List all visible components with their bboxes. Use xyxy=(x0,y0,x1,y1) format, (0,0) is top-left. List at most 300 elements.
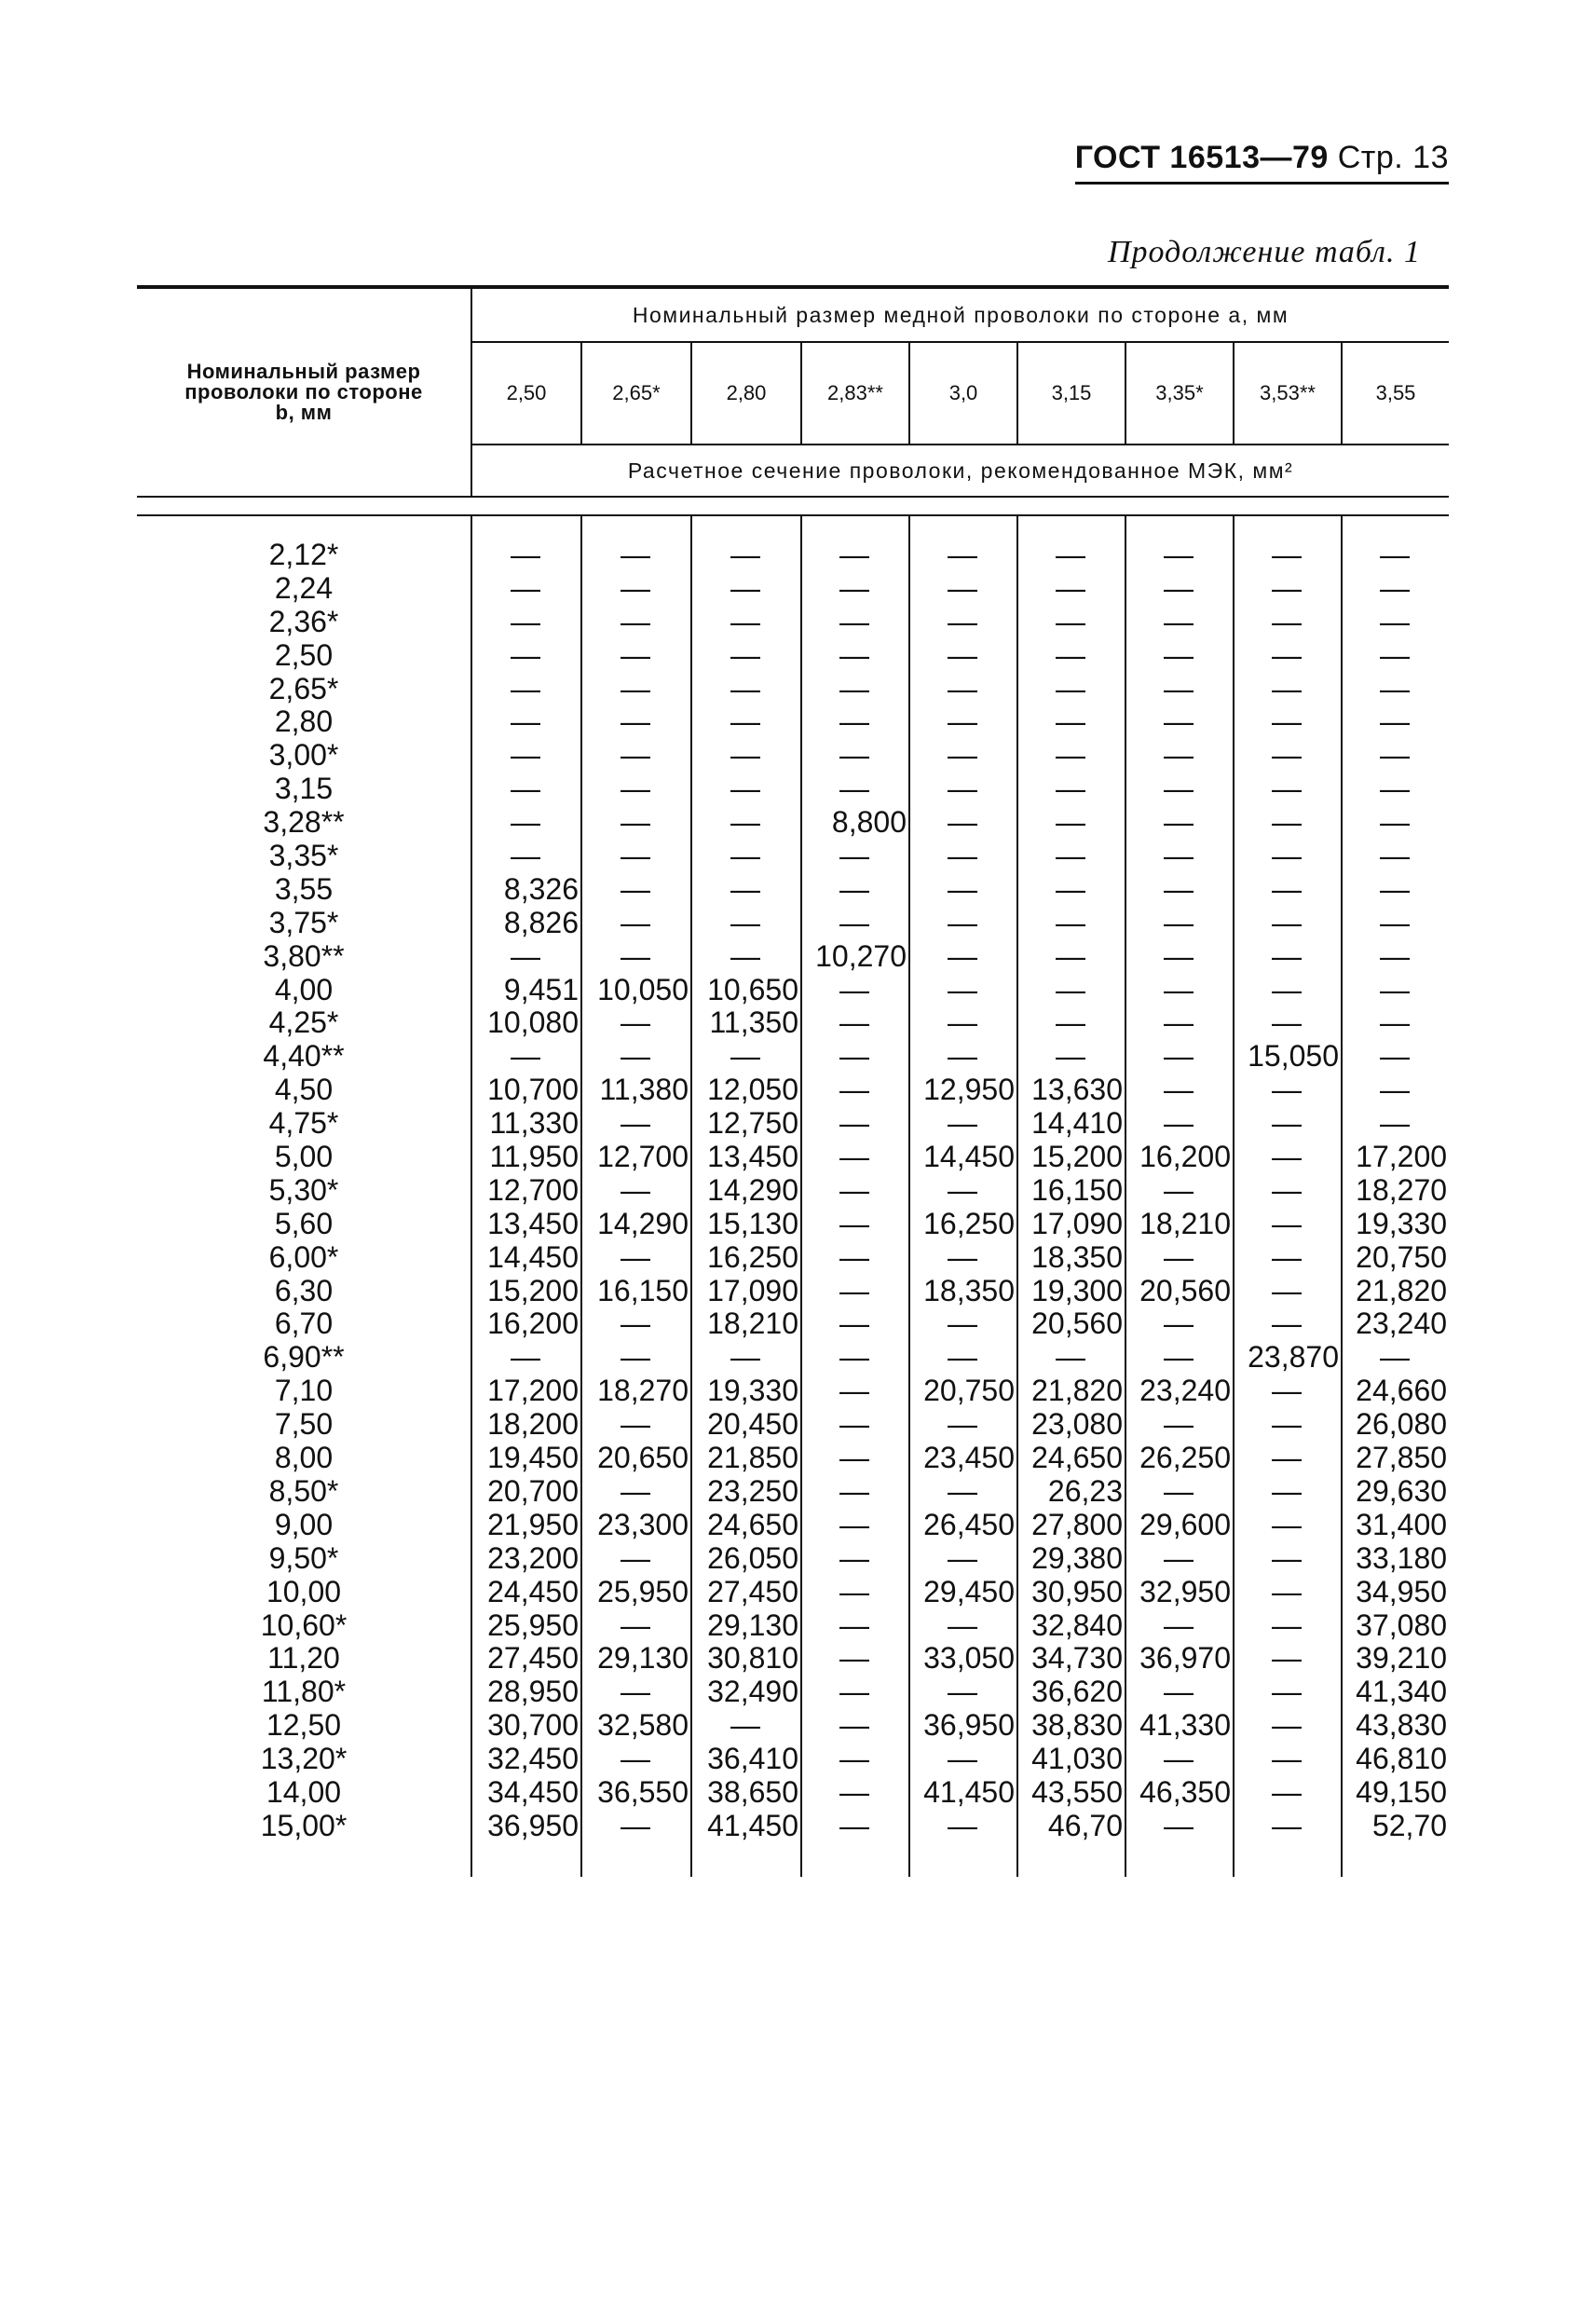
section-value: 18,210 xyxy=(707,1306,798,1341)
section-value: 38,830 xyxy=(1031,1708,1123,1743)
section-value: — xyxy=(621,839,650,873)
section-value: 8,826 xyxy=(503,905,579,939)
section-value: — xyxy=(1380,772,1411,806)
section-value: — xyxy=(948,671,977,705)
standard-number: ГОСТ 16513—79 xyxy=(1074,140,1329,175)
section-value: 11,330 xyxy=(489,1106,579,1141)
section-value: 23,080 xyxy=(1031,1407,1123,1442)
section-value: 29,600 xyxy=(1139,1507,1231,1541)
section-value: — xyxy=(730,1039,760,1074)
section-value: — xyxy=(839,1106,869,1141)
section-value: — xyxy=(1272,1374,1302,1408)
section-value: — xyxy=(1056,938,1085,973)
section-value: — xyxy=(839,637,869,672)
section-value: — xyxy=(1272,1273,1302,1307)
section-value: — xyxy=(839,604,869,638)
section-value: — xyxy=(839,1073,869,1107)
section-value: 15,130 xyxy=(707,1206,798,1240)
section-column-6 xyxy=(1125,515,1234,1877)
section-value: — xyxy=(1380,671,1411,705)
section-value: 17,090 xyxy=(707,1273,798,1307)
section-value: 36,620 xyxy=(1031,1675,1123,1709)
section-value: — xyxy=(948,938,977,973)
section-value: 10,050 xyxy=(597,972,689,1006)
section-value: — xyxy=(1164,570,1194,605)
section-value: — xyxy=(511,805,540,840)
a-size-5: 3,15 xyxy=(1017,342,1125,445)
section-value: — xyxy=(621,1540,650,1575)
b-size-value: 6,00* xyxy=(268,1239,339,1274)
section-value: — xyxy=(621,1675,650,1709)
section-value: — xyxy=(1164,671,1194,705)
section-value: — xyxy=(948,772,977,806)
section-value: 13,450 xyxy=(707,1140,798,1174)
b-size-value: 3,28** xyxy=(263,805,345,840)
section-value: — xyxy=(1272,1172,1302,1207)
section-value: — xyxy=(511,570,540,605)
section-value: — xyxy=(1164,1006,1194,1040)
section-value: 12,700 xyxy=(487,1172,579,1207)
section-column-1 xyxy=(581,515,691,1877)
section-value: — xyxy=(511,637,540,672)
section-value: 27,450 xyxy=(707,1574,798,1608)
section-value: — xyxy=(1056,972,1085,1006)
section-value: — xyxy=(839,871,869,906)
section-value: — xyxy=(1056,905,1085,939)
section-value: — xyxy=(1272,1473,1302,1508)
section-value: — xyxy=(839,1239,869,1274)
b-size-value: 11,80* xyxy=(261,1675,347,1709)
section-value: — xyxy=(730,538,760,571)
section-value: — xyxy=(1164,1407,1194,1442)
section-value: 17,090 xyxy=(1031,1206,1123,1240)
section-value: 11,350 xyxy=(709,1006,798,1040)
section-value: — xyxy=(948,1540,977,1575)
section-value: — xyxy=(1056,538,1085,571)
section-value: — xyxy=(511,671,540,705)
section-value: — xyxy=(1056,1039,1085,1074)
section-value: 36,410 xyxy=(707,1742,798,1776)
section-value: 30,810 xyxy=(707,1641,798,1676)
section-value: 20,650 xyxy=(597,1441,689,1475)
section-value: — xyxy=(1272,738,1302,773)
section-value: — xyxy=(1380,705,1411,739)
section-value: 36,950 xyxy=(923,1708,1015,1743)
section-value: 18,350 xyxy=(923,1273,1015,1307)
section-value: — xyxy=(730,1708,760,1743)
section-value: — xyxy=(1272,604,1302,638)
section-value: — xyxy=(1380,938,1411,973)
section-value: — xyxy=(1164,905,1194,939)
table-continuation-caption: Продолжение табл. 1 xyxy=(1107,235,1421,269)
section-value: 41,340 xyxy=(1356,1675,1448,1709)
section-value: — xyxy=(1380,604,1411,638)
section-value: 23,300 xyxy=(597,1507,689,1541)
section-value: — xyxy=(511,1039,540,1074)
section-value: — xyxy=(621,1340,650,1375)
section-value: — xyxy=(1380,839,1411,873)
section-value: 41,030 xyxy=(1031,1742,1123,1776)
section-value: — xyxy=(621,538,650,571)
section-value: 13,630 xyxy=(1031,1073,1123,1107)
section-value: 20,750 xyxy=(923,1374,1015,1408)
section-value: 15,200 xyxy=(1031,1140,1123,1174)
section-value: 16,150 xyxy=(597,1273,689,1307)
section-value: — xyxy=(1272,1006,1302,1040)
section-value: — xyxy=(839,1441,869,1475)
section-value: 23,240 xyxy=(1139,1374,1231,1408)
b-size-value: 3,15 xyxy=(274,772,334,806)
a-size-8: 3,55 xyxy=(1342,342,1449,445)
section-value: — xyxy=(839,1006,869,1040)
section-value: 41,450 xyxy=(707,1808,798,1842)
section-value: — xyxy=(730,1340,760,1375)
section-value: 41,330 xyxy=(1139,1708,1231,1743)
section-value: 19,300 xyxy=(1031,1273,1123,1307)
section-value: 21,820 xyxy=(1356,1273,1448,1307)
section-value: 14,450 xyxy=(923,1140,1015,1174)
section-value: 12,050 xyxy=(707,1073,798,1107)
section-value: — xyxy=(839,1172,869,1207)
section-value: 25,950 xyxy=(487,1607,579,1642)
section-value: 27,800 xyxy=(1031,1507,1123,1541)
section-value: — xyxy=(1056,705,1085,739)
section-value: — xyxy=(511,938,540,973)
section-value: — xyxy=(1272,1774,1302,1809)
section-value: 21,850 xyxy=(707,1441,798,1475)
section-value: — xyxy=(839,972,869,1006)
section-value: — xyxy=(1164,1306,1194,1341)
section-value: — xyxy=(839,1808,869,1842)
section-value: — xyxy=(839,1039,869,1074)
section-value: — xyxy=(1272,1106,1302,1141)
section-value: — xyxy=(1272,671,1302,705)
section-value: — xyxy=(1272,1073,1302,1107)
section-value: — xyxy=(1380,1340,1411,1375)
b-size-value: 4,00 xyxy=(274,972,334,1006)
section-value: — xyxy=(1164,938,1194,973)
b-size-value: 2,12* xyxy=(268,538,339,571)
a-size-3: 2,83** xyxy=(801,342,909,445)
section-value: — xyxy=(621,1106,650,1141)
section-value: — xyxy=(948,1607,977,1642)
section-value: 25,950 xyxy=(597,1574,689,1608)
section-value: — xyxy=(1164,738,1194,773)
section-value: — xyxy=(1272,637,1302,672)
section-value: — xyxy=(621,1407,650,1442)
section-value: 8,800 xyxy=(831,805,907,840)
b-size-value: 4,75* xyxy=(268,1106,339,1141)
section-value: 16,250 xyxy=(923,1206,1015,1240)
section-value: 23,240 xyxy=(1356,1306,1448,1341)
b-size-value: 11,20 xyxy=(267,1641,340,1676)
section-value: 17,200 xyxy=(1356,1140,1448,1174)
b-size-value: 12,50 xyxy=(266,1708,342,1743)
section-value: 29,380 xyxy=(1031,1540,1123,1575)
section-value: — xyxy=(1272,1140,1302,1174)
section-value: — xyxy=(1272,905,1302,939)
section-value: — xyxy=(1272,570,1302,605)
section-value: — xyxy=(1272,705,1302,739)
section-value: — xyxy=(1164,972,1194,1006)
section-column-3 xyxy=(801,515,909,1877)
section-value: 32,840 xyxy=(1031,1607,1123,1642)
b-size-value: 14,00 xyxy=(266,1774,342,1809)
section-value: 24,650 xyxy=(1031,1441,1123,1475)
section-value: — xyxy=(621,604,650,638)
section-value: — xyxy=(730,938,760,973)
b-size-value: 3,80** xyxy=(263,938,345,973)
section-value: 20,700 xyxy=(487,1473,579,1508)
section-value: 10,080 xyxy=(487,1006,579,1040)
b-size-value: 7,50 xyxy=(274,1407,334,1442)
section-value: — xyxy=(730,738,760,773)
section-value: — xyxy=(1164,1239,1194,1274)
section-value: 19,450 xyxy=(487,1441,579,1475)
section-value: — xyxy=(1272,1808,1302,1842)
section-value: — xyxy=(1164,1742,1194,1776)
b-size-value: 3,35* xyxy=(268,839,339,873)
section-value: — xyxy=(948,1006,977,1040)
section-value: — xyxy=(1380,871,1411,906)
section-value: — xyxy=(948,1340,977,1375)
section-value: 29,450 xyxy=(923,1574,1015,1608)
section-value: — xyxy=(621,1306,650,1341)
section-value: — xyxy=(839,1140,869,1174)
section-value: 24,450 xyxy=(487,1574,579,1608)
section-value: — xyxy=(948,738,977,773)
section-value: — xyxy=(948,1473,977,1508)
section-value: — xyxy=(1272,871,1302,906)
section-column-0 xyxy=(471,515,581,1877)
section-value: — xyxy=(621,738,650,773)
section-value: 32,450 xyxy=(487,1742,579,1776)
section-value: 32,950 xyxy=(1139,1574,1231,1608)
section-value: — xyxy=(948,1239,977,1274)
section-value: — xyxy=(839,1742,869,1776)
section-value: — xyxy=(948,705,977,739)
section-value: — xyxy=(948,871,977,906)
section-value: — xyxy=(948,805,977,840)
section-value: — xyxy=(621,1239,650,1274)
section-value: — xyxy=(1272,1206,1302,1240)
section-value: — xyxy=(621,1006,650,1040)
section-value: 14,290 xyxy=(597,1206,689,1240)
section-value: — xyxy=(621,905,650,939)
section-value: 20,560 xyxy=(1139,1273,1231,1307)
section-value: — xyxy=(1056,1006,1085,1040)
section-value: — xyxy=(1056,671,1085,705)
b-size-value: 2,36* xyxy=(268,604,339,638)
section-value: 19,330 xyxy=(707,1374,798,1408)
section-value: 10,650 xyxy=(707,972,798,1006)
section-value: 27,850 xyxy=(1356,1441,1448,1475)
section-value: — xyxy=(839,1306,869,1341)
section-value: — xyxy=(948,637,977,672)
section-value: — xyxy=(948,570,977,605)
section-value: — xyxy=(1380,570,1411,605)
section-value: 36,550 xyxy=(597,1774,689,1809)
section-value: — xyxy=(1164,1073,1194,1107)
section-value: — xyxy=(621,671,650,705)
section-value: — xyxy=(621,1808,650,1842)
b-size-value: 2,24 xyxy=(274,570,334,605)
section-value: — xyxy=(839,839,869,873)
section-value: — xyxy=(1272,1407,1302,1442)
section-value: — xyxy=(730,772,760,806)
b-size-value: 6,30 xyxy=(274,1273,334,1307)
section-value: — xyxy=(1272,1540,1302,1575)
section-value: 21,820 xyxy=(1031,1374,1123,1408)
section-value: — xyxy=(730,839,760,873)
section-value: — xyxy=(1164,1172,1194,1207)
section-value: 15,050 xyxy=(1248,1039,1339,1074)
section-value: — xyxy=(1164,772,1194,806)
section-value: — xyxy=(839,1540,869,1575)
wire-section-table xyxy=(137,285,1449,1877)
section-value: — xyxy=(1272,538,1302,571)
section-value: — xyxy=(1056,772,1085,806)
section-value: — xyxy=(1164,1473,1194,1508)
section-value: — xyxy=(839,1340,869,1375)
section-value: 13,450 xyxy=(487,1206,579,1240)
section-value: 31,400 xyxy=(1356,1507,1448,1541)
section-value: — xyxy=(1164,805,1194,840)
section-value: — xyxy=(839,905,869,939)
section-value: — xyxy=(1380,538,1411,571)
section-value: 9,451 xyxy=(503,972,579,1006)
section-value: 14,290 xyxy=(707,1172,798,1207)
section-value: 16,200 xyxy=(487,1306,579,1341)
section-value: — xyxy=(1380,1006,1411,1040)
a-size-7: 3,53** xyxy=(1234,342,1342,445)
section-value: 41,450 xyxy=(923,1774,1015,1809)
section-value: — xyxy=(1272,1607,1302,1642)
section-value: — xyxy=(730,570,760,605)
section-value: 18,210 xyxy=(1139,1206,1231,1240)
section-value: — xyxy=(1164,1607,1194,1642)
b-size-value: 13,20* xyxy=(260,1742,348,1776)
section-value: — xyxy=(839,671,869,705)
b-size-column xyxy=(137,515,471,1877)
section-value: — xyxy=(1164,871,1194,906)
b-size-value: 2,65* xyxy=(268,671,339,705)
section-value: 23,250 xyxy=(707,1473,798,1508)
section-value: — xyxy=(621,1039,650,1074)
section-value: — xyxy=(1272,1507,1302,1541)
section-value: — xyxy=(839,738,869,773)
section-value: — xyxy=(730,671,760,705)
b-size-value: 4,50 xyxy=(274,1073,334,1107)
section-value: 39,210 xyxy=(1356,1641,1448,1676)
section-value: — xyxy=(1272,1306,1302,1341)
section-value: 23,870 xyxy=(1248,1340,1339,1375)
a-size-2: 2,80 xyxy=(691,342,801,445)
b-size-value: 3,55 xyxy=(274,871,334,906)
section-value: 37,080 xyxy=(1356,1607,1448,1642)
b-size-value: 2,80 xyxy=(274,705,334,739)
section-value: — xyxy=(1056,738,1085,773)
section-value: 33,180 xyxy=(1356,1540,1448,1575)
section-value: — xyxy=(730,905,760,939)
section-value: 19,330 xyxy=(1356,1206,1448,1240)
section-value: — xyxy=(839,1708,869,1743)
section-value: — xyxy=(948,1742,977,1776)
b-size-value: 9,00 xyxy=(274,1507,334,1541)
section-value: — xyxy=(1380,972,1411,1006)
section-value: — xyxy=(621,637,650,672)
section-value: 43,830 xyxy=(1356,1708,1448,1743)
section-value: 26,050 xyxy=(707,1540,798,1575)
section-value: 20,560 xyxy=(1031,1306,1123,1341)
section-value: — xyxy=(1056,604,1085,638)
section-value: — xyxy=(839,705,869,739)
b-size-value: 6,90** xyxy=(263,1340,345,1375)
section-value: — xyxy=(1272,1441,1302,1475)
section-value: 10,700 xyxy=(487,1073,579,1107)
section-value: 8,326 xyxy=(503,871,579,906)
section-value: 18,350 xyxy=(1031,1239,1123,1274)
section-value: — xyxy=(730,637,760,672)
section-value: 26,450 xyxy=(923,1507,1015,1541)
section-value: — xyxy=(511,1340,540,1375)
section-value: 38,650 xyxy=(707,1774,798,1809)
section-value: — xyxy=(1272,1239,1302,1274)
section-column-7 xyxy=(1234,515,1342,1877)
section-value: — xyxy=(1164,705,1194,739)
section-value: — xyxy=(948,1675,977,1709)
section-value: 11,380 xyxy=(599,1073,689,1107)
section-value: — xyxy=(730,805,760,840)
a-size-4: 3,0 xyxy=(909,342,1017,445)
b-size-value: 7,10 xyxy=(274,1374,334,1408)
section-value: 46,810 xyxy=(1356,1742,1448,1776)
b-size-value: 2,50 xyxy=(274,637,334,672)
section-value: — xyxy=(1164,1675,1194,1709)
section-value: 14,410 xyxy=(1031,1106,1123,1141)
section-value: — xyxy=(1056,871,1085,906)
section-value: — xyxy=(511,839,540,873)
section-value: 12,750 xyxy=(707,1106,798,1141)
a-size-6: 3,35* xyxy=(1125,342,1234,445)
section-value: 16,150 xyxy=(1031,1172,1123,1207)
page-number: Стр. 13 xyxy=(1337,140,1449,175)
section-value: — xyxy=(730,705,760,739)
section-value: — xyxy=(1272,972,1302,1006)
b-size-value: 9,50* xyxy=(268,1540,339,1575)
section-value: — xyxy=(839,570,869,605)
section-value: — xyxy=(1380,905,1411,939)
section-value: — xyxy=(839,1774,869,1809)
section-value: 32,580 xyxy=(597,1708,689,1743)
section-value: 28,950 xyxy=(487,1675,579,1709)
a-size-header: Номинальный размер медной проволоки по стороне a, мм xyxy=(471,287,1449,342)
b-size-value: 8,00 xyxy=(274,1441,334,1475)
section-value: — xyxy=(1164,637,1194,672)
section-value: — xyxy=(1380,1073,1411,1107)
section-value: — xyxy=(1164,604,1194,638)
section-value: — xyxy=(621,1742,650,1776)
section-value: — xyxy=(621,570,650,605)
section-value: — xyxy=(621,805,650,840)
section-value: — xyxy=(621,871,650,906)
section-value: — xyxy=(1272,839,1302,873)
section-value: — xyxy=(948,604,977,638)
section-value: — xyxy=(511,772,540,806)
section-value: — xyxy=(1272,1641,1302,1676)
section-value: 34,950 xyxy=(1356,1574,1448,1608)
section-value: — xyxy=(948,1106,977,1141)
